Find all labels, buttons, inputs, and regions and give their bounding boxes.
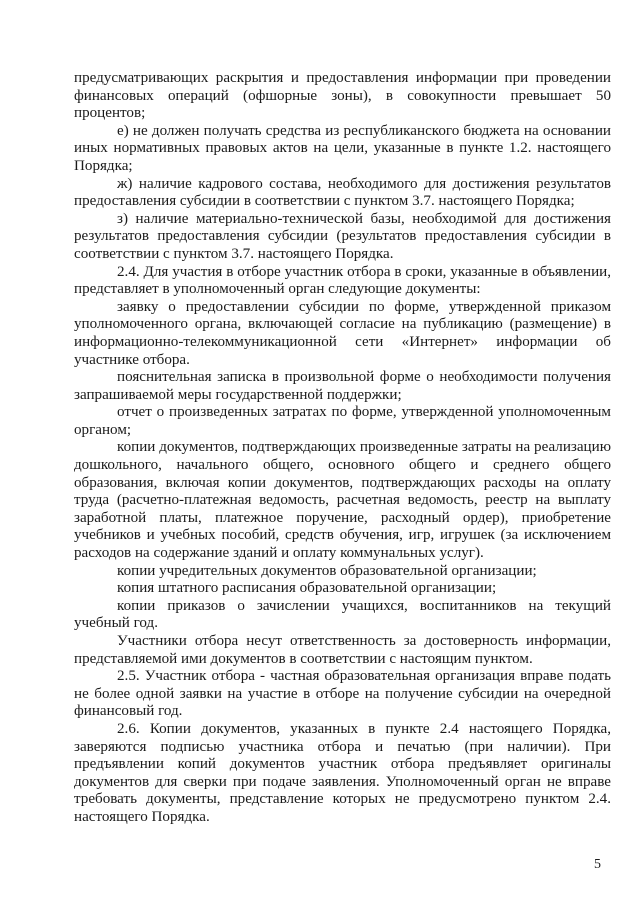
paragraph-enrollment-orders: копии приказов о зачислении учащихся, воспитанников на текущий учебный год. bbox=[74, 597, 611, 632]
paragraph-continuation: предусматривающих раскрытия и предоставления информации при проведении финансовых операций (офшорные зоны), в совокупности превышает 50 процентов; bbox=[74, 70, 611, 122]
paragraph-item-e: е) не должен получать средства из республиканского бюджета на основании иных нормативных правовых актов на цели, указанные в пункте 1.2. настоящего Порядка; bbox=[74, 122, 611, 174]
document-body bbox=[74, 70, 611, 827]
paragraph-application: заявку о предоставлении субсидии по форме, утвержденной приказом уполномоченного органа, включающей согласие на публикацию (размещение) в информационно-телекоммуникационной сети «Интернет» информации об участнике отбора. bbox=[74, 298, 611, 368]
paragraph-responsibility: Участники отбора несут ответственность за достоверность информации, представляемой ими документов в соответствии с настоящим пунктом. bbox=[74, 633, 611, 667]
paragraph-2-6: 2.6. Копии документов, указанных в пункте 2.4 настоящего Порядка, заверяются подписью участника отбора и печатью (при наличии). При предъявлении копий документов участник отбора предъявляет оригиналы документов для сверки при подаче заявления. Уполномоченный орган не вправе требовать документы, представление которых не предусмотрено пунктом 2.4. настоящего Порядка. bbox=[74, 720, 611, 825]
paragraph-2-4: 2.4. Для участия в отборе участник отбора в сроки, указанные в объявлении, представляет в уполномоченный орган следующие документы: bbox=[74, 263, 611, 298]
paragraph-staff-schedule: копия штатного расписания образовательной организации; bbox=[117, 580, 497, 597]
paragraph-item-z: з) наличие материально-технической базы, необходимой для достижения результатов предоставления субсидии (результатов предоставления субсидии в соответствии с пунктом 3.7. настоящего Порядка. bbox=[74, 210, 611, 262]
paragraph-item-zh: ж) наличие кадрового состава, необходимого для достижения результатов предоставления субсидии в соответствии с пунктом 3.7. настоящего Порядка; bbox=[74, 175, 611, 210]
page-number: 5 bbox=[594, 857, 601, 872]
paragraph-founding-documents: копии учредительных документов образовательной организации; bbox=[117, 562, 537, 579]
paragraph-expense-report: отчет о произведенных затратах по форме, утвержденной уполномоченным органом; bbox=[74, 404, 611, 438]
paragraph-2-5: 2.5. Участник отбора - частная образовательная организация вправе подать не более одной заявки на участие в отборе на получение субсидии на очередной финансовый год. bbox=[74, 668, 611, 720]
paragraph-explanatory-note: пояснительная записка в произвольной форме о необходимости получения запрашиваемой меры государственной поддержки; bbox=[74, 369, 611, 403]
paragraph-expense-documents: копии документов, подтверждающих произведенные затраты на реализацию дошкольного, начального общего, основного общего и среднего общего образования, включая копии документов, подтверждающих расходы на оплату труда (расчетно-платежная ведомость, расчетная ведомость, реестр на выплату заработной платы, платежное поручение, расходный ордер), приобретение учебников и учебных пособий, средств обучения, игр, игрушек (за исключением расходов на содержание зданий и оплату коммунальных услуг). bbox=[74, 439, 611, 562]
